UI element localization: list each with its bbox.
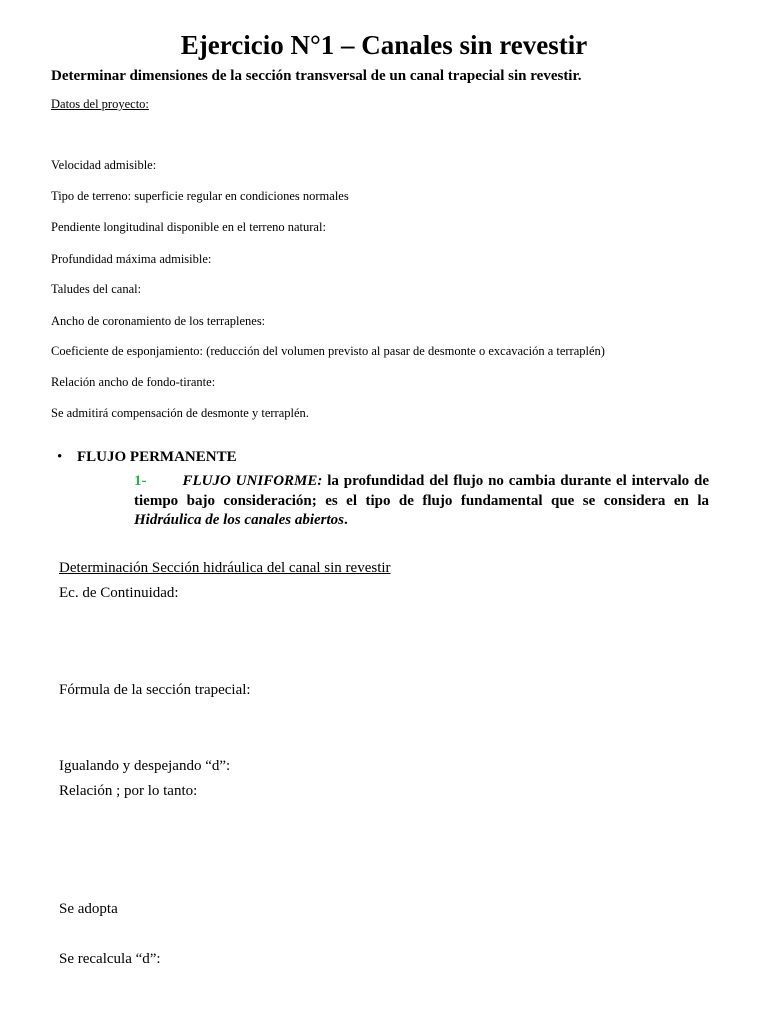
datos-item-profundidad: Profundidad máxima admisible: <box>51 252 212 266</box>
flujo-uniforme-paragraph <box>134 472 709 531</box>
datos-item-taludes: Taludes del canal: <box>51 282 142 296</box>
section-line-adopta: Se adopta <box>59 901 118 917</box>
section-title: Determinación Sección hidráulica del canal sin revestir <box>59 560 391 576</box>
paragraph-number: 1- <box>134 473 147 489</box>
datos-item-velocidad: Velocidad admisible: <box>51 158 157 172</box>
datos-item-coronamiento: Ancho de coronamiento de los terraplenes: <box>51 314 266 328</box>
datos-item-esponjamiento: Coeficiente de esponjamiento: (reducción del volumen previsto al pasar de desmonte o excavación a terraplén) <box>51 344 605 358</box>
bullet-point-icon: • <box>57 449 63 465</box>
datos-item-terreno: Tipo de terreno: superficie regular en condiciones normales <box>51 189 349 203</box>
document-subtitle: Determinar dimensiones de la sección transversal de un canal trapecial sin revestir. <box>51 68 582 84</box>
section-line-relacion: Relación ; por lo tanto: <box>59 783 198 799</box>
bullet-heading: FLUJO PERMANENTE <box>77 449 237 465</box>
document-title: Ejercicio N°1 – Canales sin revestir <box>180 30 588 60</box>
section-line-igualando: Igualando y despejando “d”: <box>59 758 231 774</box>
section-line-recalcula: Se recalcula “d”: <box>59 951 161 967</box>
paragraph-term: FLUJO UNIFORME: <box>182 473 323 489</box>
datos-item-relacion: Relación ancho de fondo-tirante: <box>51 375 216 389</box>
paragraph-text: la profundidad del flujo no cambia durante el intervalo de tiempo bajo consideración; es el tipo de flujo fundamental que se considera en la <box>134 473 710 509</box>
datos-item-compensacion: Se admitirá compensación de desmonte y terraplén. <box>51 406 309 420</box>
section-line-continuidad: Ec. de Continuidad: <box>59 585 179 601</box>
section-line-formula: Fórmula de la sección trapecial: <box>59 682 251 698</box>
datos-item-pendiente: Pendiente longitudinal disponible en el terreno natural: <box>51 220 326 234</box>
datos-heading: Datos del proyecto: <box>51 97 149 111</box>
paragraph-end: . <box>344 512 348 528</box>
paragraph-emphasis: Hidráulica de los canales abiertos <box>134 512 344 528</box>
